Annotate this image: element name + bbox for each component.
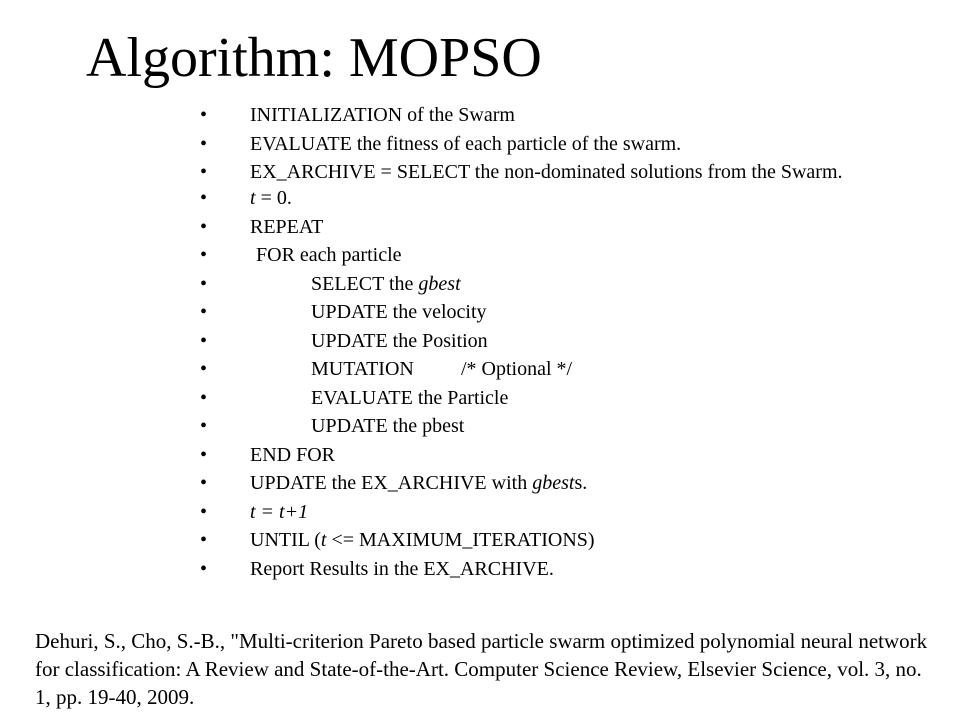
step-text: FOR each particle bbox=[256, 244, 402, 266]
bullet-icon: • bbox=[200, 161, 208, 183]
list-item bbox=[200, 330, 900, 352]
step-text: t = 0. bbox=[250, 187, 292, 209]
list-item bbox=[200, 301, 900, 323]
slide-title: Algorithm: MOPSO bbox=[86, 27, 542, 89]
list-item bbox=[200, 104, 900, 126]
bullet-icon: • bbox=[200, 500, 208, 523]
step-text: END FOR bbox=[250, 443, 336, 466]
bullet-icon: • bbox=[200, 132, 208, 155]
bullet-icon: • bbox=[200, 557, 208, 580]
step-text: REPEAT bbox=[250, 215, 324, 238]
step-text: UPDATE the EX_ARCHIVE with gbests. bbox=[250, 472, 588, 494]
step-text: EVALUATE the Particle bbox=[311, 386, 509, 409]
step-text: INITIALIZATION of the Swarm bbox=[250, 104, 515, 126]
list-item bbox=[200, 558, 900, 580]
step-text: SELECT the gbest bbox=[311, 272, 461, 295]
list-item bbox=[200, 415, 900, 437]
reference-citation: Dehuri, S., Cho, S.-B., "Multi-criterion Pareto based particle swarm optimized polynomial neural network for classification: A Review and State-of-the-Art. Computer Science Review, Elsevier Science, vol. 3, no. 1, pp. 19-40, 2009. bbox=[35, 629, 928, 709]
list-item bbox=[200, 501, 900, 523]
bullet-icon: • bbox=[200, 472, 208, 494]
bullet-icon: • bbox=[200, 386, 208, 409]
bullet-icon: • bbox=[200, 104, 208, 126]
step-text: UPDATE the pbest bbox=[311, 415, 465, 437]
step-text: EVALUATE the fitness of each particle of the swarm. bbox=[250, 132, 682, 155]
bullet-icon: • bbox=[200, 358, 208, 380]
bullet-icon: • bbox=[200, 244, 208, 266]
step-text: Report Results in the EX_ARCHIVE. bbox=[250, 557, 554, 580]
bullet-icon: • bbox=[200, 187, 208, 209]
bullet-icon: • bbox=[200, 272, 208, 295]
list-item bbox=[200, 187, 900, 209]
step-variable: t bbox=[250, 187, 256, 209]
list-item bbox=[200, 133, 900, 155]
list-item bbox=[200, 273, 900, 295]
step-text: t = t+1 bbox=[250, 500, 309, 523]
list-item bbox=[200, 161, 900, 183]
list-item bbox=[200, 444, 900, 466]
step-text: UPDATE the Position bbox=[311, 329, 488, 352]
bullet-icon: • bbox=[200, 443, 208, 466]
step-variable: t bbox=[320, 529, 327, 551]
list-item bbox=[200, 387, 900, 409]
bullet-icon: • bbox=[200, 415, 208, 437]
bullet-icon: • bbox=[200, 329, 208, 352]
algorithm-steps-list bbox=[200, 104, 900, 586]
list-item bbox=[200, 529, 900, 551]
list-item bbox=[200, 358, 900, 380]
step-text: MUTATION /* Optional */ bbox=[311, 358, 573, 380]
step-variable: gbest bbox=[532, 472, 575, 494]
bullet-icon: • bbox=[200, 301, 208, 323]
step-comment: /* Optional */ bbox=[461, 358, 573, 380]
step-variable: gbest bbox=[418, 272, 461, 295]
step-text: UPDATE the velocity bbox=[311, 301, 487, 323]
list-item bbox=[200, 244, 900, 266]
list-item bbox=[200, 216, 900, 238]
step-text: UNTIL (t <= MAXIMUM_ITERATIONS) bbox=[250, 529, 595, 551]
bullet-icon: • bbox=[200, 529, 208, 551]
bullet-icon: • bbox=[200, 215, 208, 238]
list-item bbox=[200, 472, 900, 494]
step-text: EX_ARCHIVE = SELECT the non-dominated solutions from the Swarm. bbox=[250, 161, 843, 183]
